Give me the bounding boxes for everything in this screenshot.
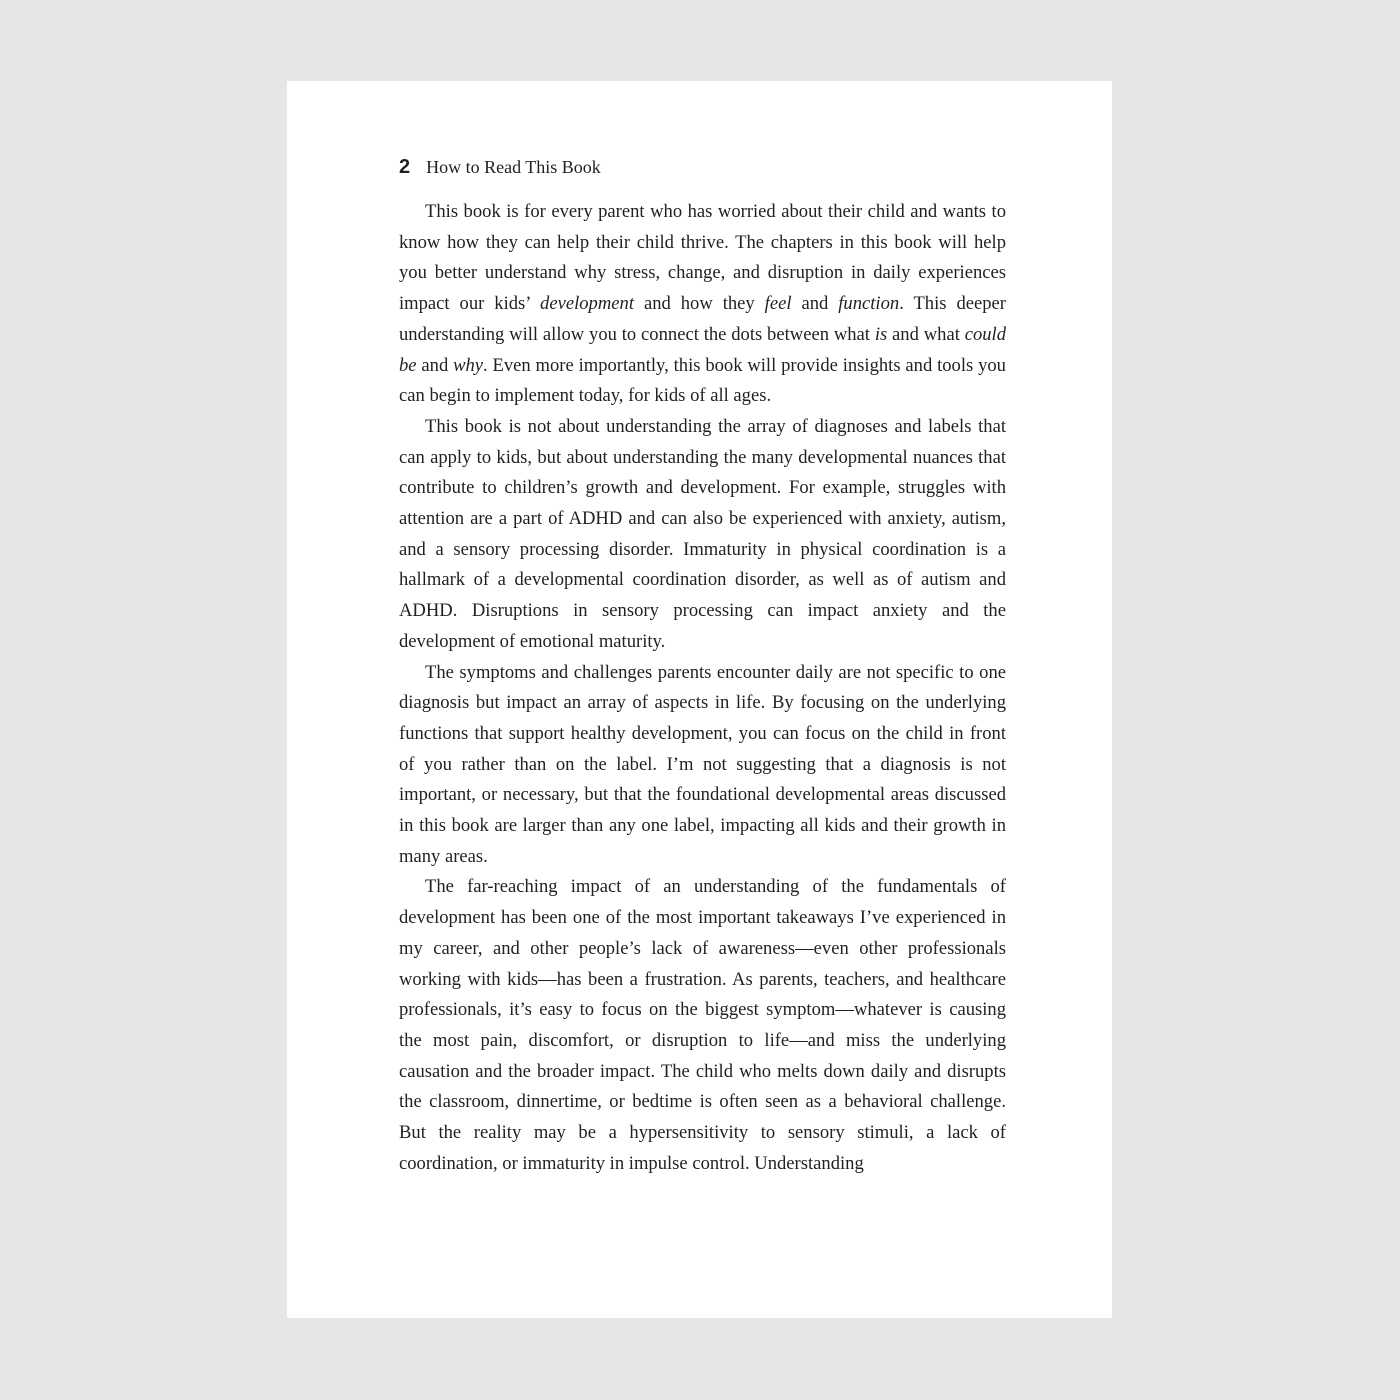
paragraph <box>399 658 1006 873</box>
book-page <box>287 81 1112 1318</box>
italic-text: why <box>453 354 484 376</box>
running-head <box>399 153 601 183</box>
text-run: This book is not about understanding the array of diagnoses and labels that can apply to kids, but about understanding the many developmental nuances that contribute to children’s growth and development. For example, struggles with attention are a part of ADHD and can also be experienced with anxiety, autism, and a sensory processing disorder. Immaturity in physical coordination is a hallmark of a developmental coordination disorder, as well as of autism and ADHD. Disruptions in sensory processing can impact anxiety and the development of emotional maturity. <box>399 415 1006 652</box>
italic-text: development <box>540 293 634 315</box>
chapter-title: How to Read This Book <box>426 157 601 177</box>
text-run: The symptoms and challenges parents encounter daily are not specific to one diagnosis but impact an array of aspects in life. By focusing on the underlying functions that support healthy development, you can focus on the child in front of you rather than on the label. I’m not suggesting that a diagnosis is not important, or necessary, but that the foundational developmental areas discussed in this book are larger than any one label, impacting all kids and their growth in many areas. <box>399 661 1006 867</box>
italic-text: is <box>874 323 888 345</box>
text-run: . Even more importantly, this book will provide insights and tools you can begin to implement today, for kids of all ages. <box>399 354 1006 407</box>
text-run: and <box>791 293 839 315</box>
italic-text: feel <box>764 293 792 315</box>
text-run: . This deeper understanding will allow you to connect the dots between what <box>399 293 1006 345</box>
italic-text: function <box>838 293 900 315</box>
page-number: 2 <box>399 156 411 178</box>
text-run: The far-reaching impact of an understanding of the fundamentals of development has been one of the most important takeaways I’ve experienced in my career, and other people’s lack of awareness—even other professionals working with kids—has been a frustration. As parents, teachers, and healthcare professionals, it’s easy to focus on the biggest symptom—whatever is causing the most pain, discomfort, or disruption to life—and miss the underlying causation and the broader impact. The child who melts down daily and disrupts the classroom, dinnertime, or bedtime is often seen as a behavioral challenge. But the reality may be a hypersensitivity to sensory stimuli, a lack of coordination, or immaturity in impulse control. Understanding <box>399 876 1006 1174</box>
text-run: and what <box>887 323 965 345</box>
paragraph <box>399 197 1006 412</box>
paragraph <box>399 412 1006 658</box>
text-run: This book is for every parent who has worried about their child and wants to know how they can help their child thrive. The chapters in this book will help you better understand why stress, change, and disruption in daily experiences impact our kids’ <box>399 201 1006 315</box>
text-run: and <box>416 354 454 376</box>
body-text <box>399 197 1006 1180</box>
paragraph <box>399 872 1006 1179</box>
italic-text: could be <box>399 323 1006 376</box>
text-run: and how they <box>634 293 765 315</box>
